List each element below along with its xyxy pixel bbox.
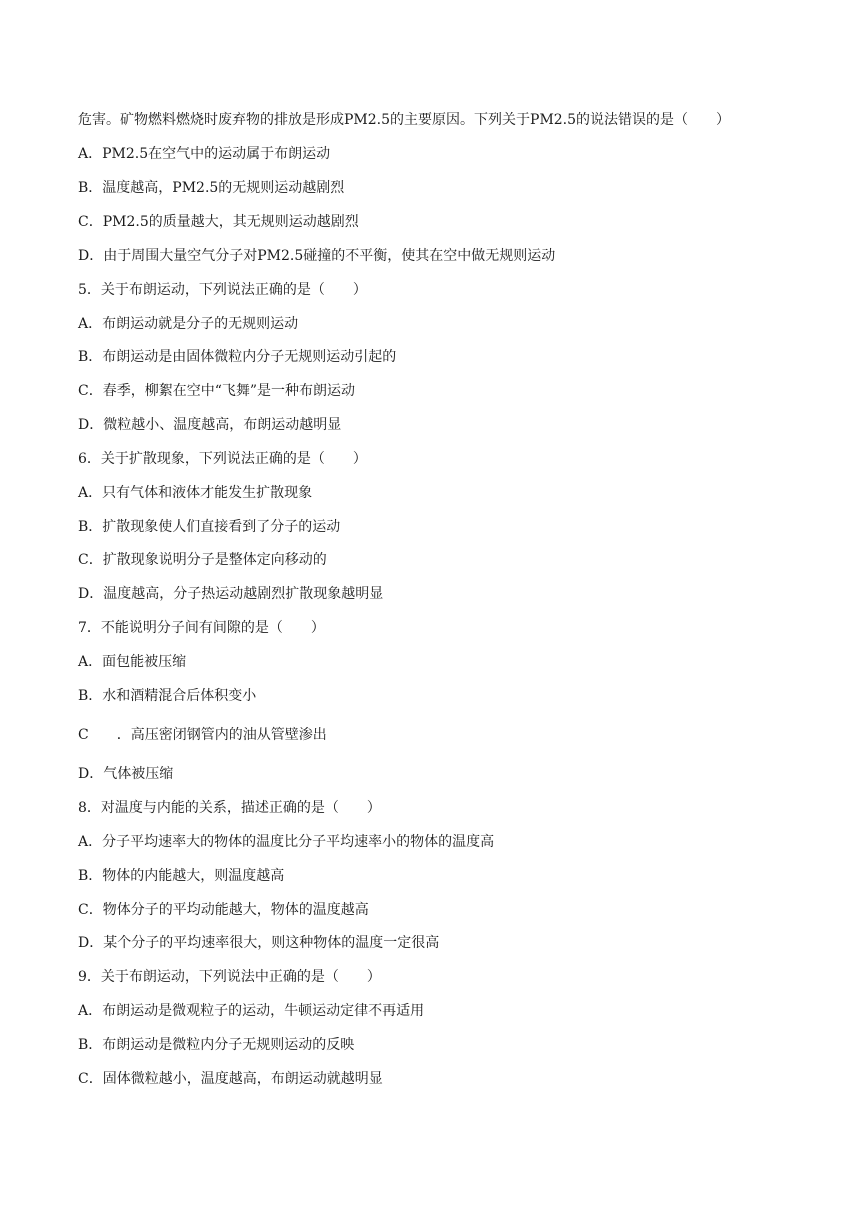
q5-option-d: D．微粒越小、温度越高，布朗运动越明显	[78, 417, 342, 433]
q4-option-b: B．温度越高，PM2.5的无规则运动越剧烈	[78, 180, 345, 196]
question-6-stem: 6．关于扩散现象，下列说法正确的是（ ）	[78, 451, 367, 467]
question-4-stem-continuation: 危害。矿物燃料燃烧时废弃物的排放是形成PM2.5的主要原因。下列关于PM2.5的说法错误的是（ ）	[78, 112, 731, 128]
q6-option-a: A．只有气体和液体才能发生扩散现象	[78, 485, 313, 501]
q5-option-c: C．春季，柳絮在空中“飞舞”是一种布朗运动	[78, 383, 356, 399]
q7-option-a: A．面包能被压缩	[78, 654, 187, 670]
q6-option-d: D．温度越高，分子热运动越剧烈扩散现象越明显	[78, 586, 384, 602]
q7-option-b: B．水和酒精混合后体积变小	[78, 688, 257, 704]
q7-option-c: C ．高压密闭钢管内的油从管壁渗出	[78, 727, 327, 743]
q9-option-a: A．布朗运动是微观粒子的运动，牛顿运动定律不再适用	[78, 1003, 425, 1019]
q9-option-b: B．布朗运动是微粒内分子无规则运动的反映	[78, 1037, 355, 1053]
q4-option-d: D．由于周围大量空气分子对PM2.5碰撞的不平衡，使其在空中做无规则运动	[78, 248, 556, 264]
q9-option-c: C．固体微粒越小，温度越高，布朗运动就越明显	[78, 1071, 383, 1087]
q8-option-d: D．某个分子的平均速率很大，则这种物体的温度一定很高	[78, 935, 440, 951]
q4-option-a: A．PM2.5在空气中的运动属于布朗运动	[78, 146, 331, 162]
question-8-stem: 8．对温度与内能的关系，描述正确的是（ ）	[78, 800, 381, 816]
q8-option-a: A．分子平均速率大的物体的温度比分子平均速率小的物体的温度高	[78, 834, 495, 850]
q8-option-c: C．物体分子的平均动能越大，物体的温度越高	[78, 902, 369, 918]
question-9-stem: 9．关于布朗运动，下列说法中正确的是（ ）	[78, 969, 381, 985]
q6-option-c: C．扩散现象说明分子是整体定向移动的	[78, 552, 327, 568]
question-5-stem: 5．关于布朗运动，下列说法正确的是（ ）	[78, 282, 367, 298]
q5-option-a: A．布朗运动就是分子的无规则运动	[78, 316, 299, 332]
q6-option-b: B．扩散现象使人们直接看到了分子的运动	[78, 519, 341, 535]
q8-option-b: B．物体的内能越大，则温度越高	[78, 868, 285, 884]
q4-option-c: C．PM2.5的质量越大，其无规则运动越剧烈	[78, 214, 359, 230]
q5-option-b: B．布朗运动是由固体微粒内分子无规则运动引起的	[78, 349, 397, 365]
question-7-stem: 7．不能说明分子间有间隙的是（ ）	[78, 620, 325, 636]
q7-option-d: D．气体被压缩	[78, 766, 174, 782]
